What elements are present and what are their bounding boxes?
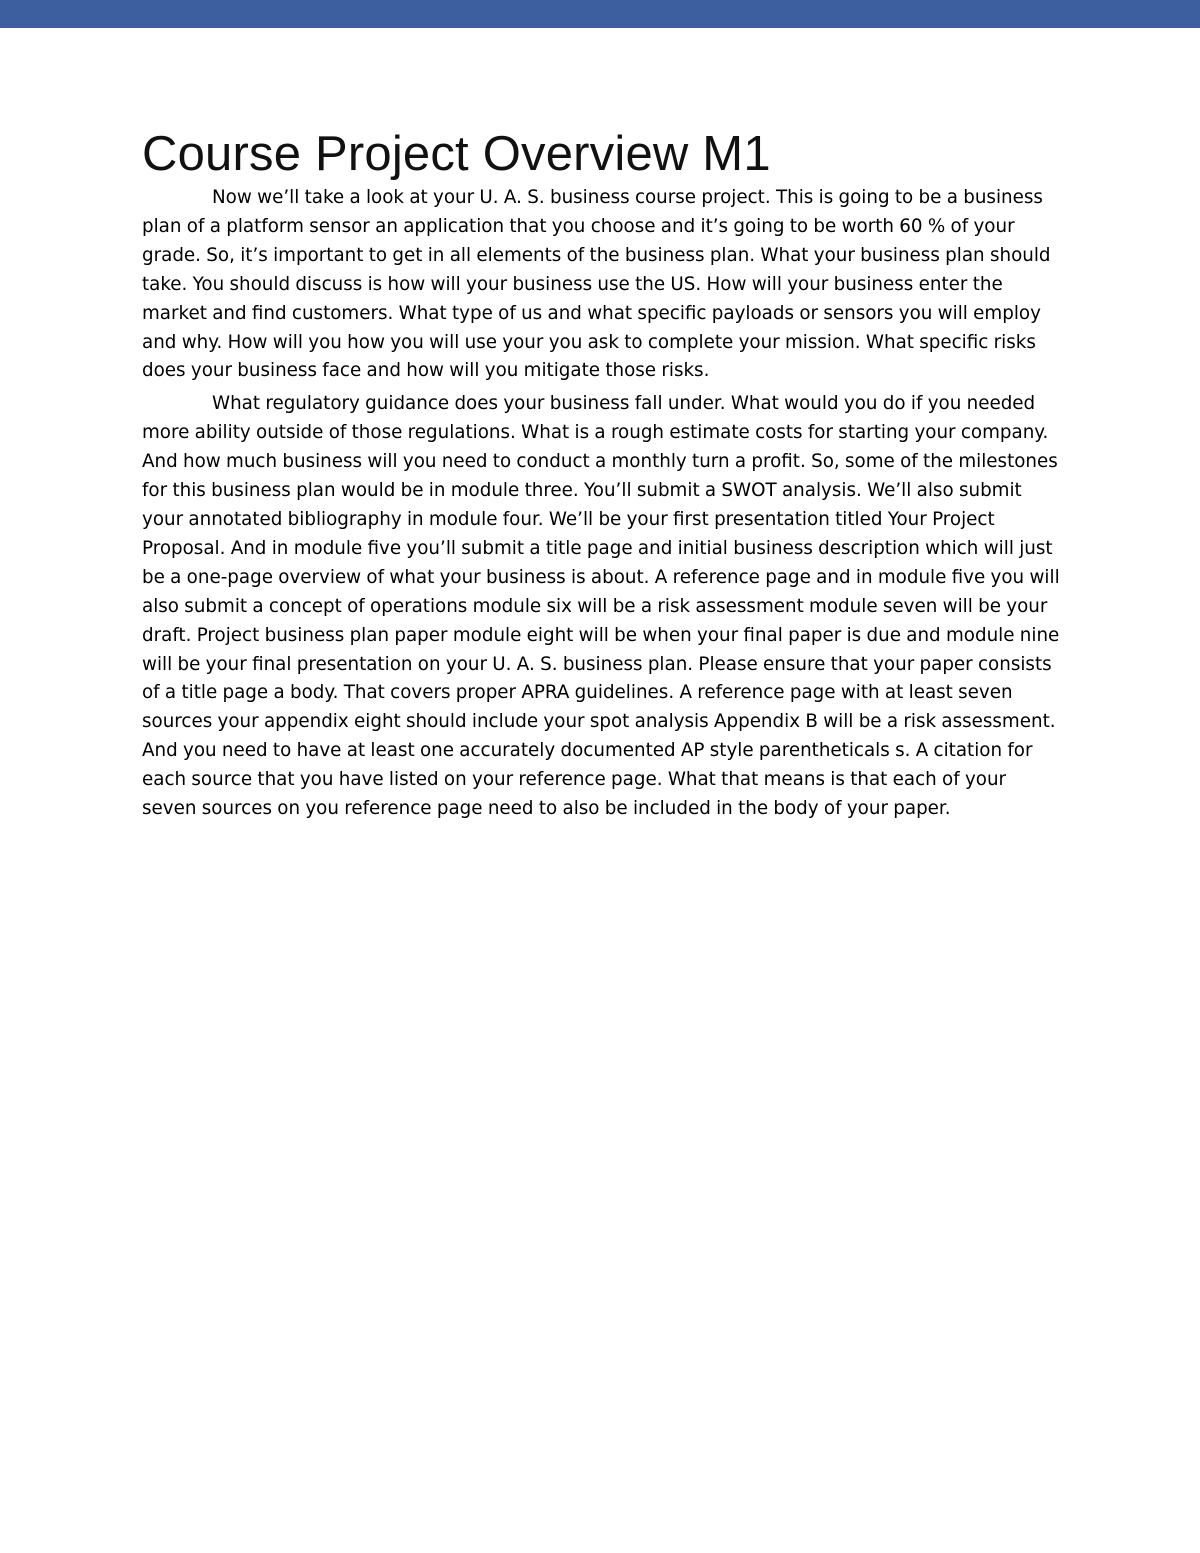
body-paragraph-1: Now we’ll take a look at your U. A. S. business course project. This is going to be a business plan of a platform sensor an application that you choose and it’s going to be worth 60 % of your grade. So, it’s important to get in all elements of the business plan. What your business plan should take. You should discuss is how will your business use the US. How will your business enter the market and find customers. What type of us and what specific payloads or sensors you will employ and why. How will you how you will use your you ask to complete your mission. What specific risks does your business face and how will you mitigate those risks. (142, 187, 1051, 382)
top-header-bar (0, 0, 1200, 28)
body-paragraph-2: What regulatory guidance does your business fall under. What would you do if you needed more ability outside of those regulations. What is a rough estimate costs for starting your company. And how much business will you need to conduct a monthly turn a profit. So, some of the milestones for this business plan would be in module three. You’ll submit a SWOT analysis. We’ll also submit your annotated bibliography in module four. We’ll be your first presentation titled Your Project Proposal. And in module five you’ll submit a title page and initial business description which will just be a one-page overview of what your business is about. A reference page and in module five you will also submit a concept of operations module six will be a risk assessment module seven will be your draft. Project business plan paper module eight will be when your final paper is due and module nine will be your final presentation on your U. A. S. business plan. Please ensure that your paper consists of a title page a body. That covers proper APRA guidelines. A reference page with at least seven sources your appendix eight should include your spot analysis Appendix B will be a risk assessment. And you need to have at least one accurately documented AP style parentheticals s. A citation for each source that you have listed on your reference page. What that means is that each of your seven sources on you reference page need to also be included in the body of your paper. (142, 393, 1060, 820)
page-title: Course Project Overview M1 (142, 127, 771, 181)
document-page (142, 124, 1060, 824)
